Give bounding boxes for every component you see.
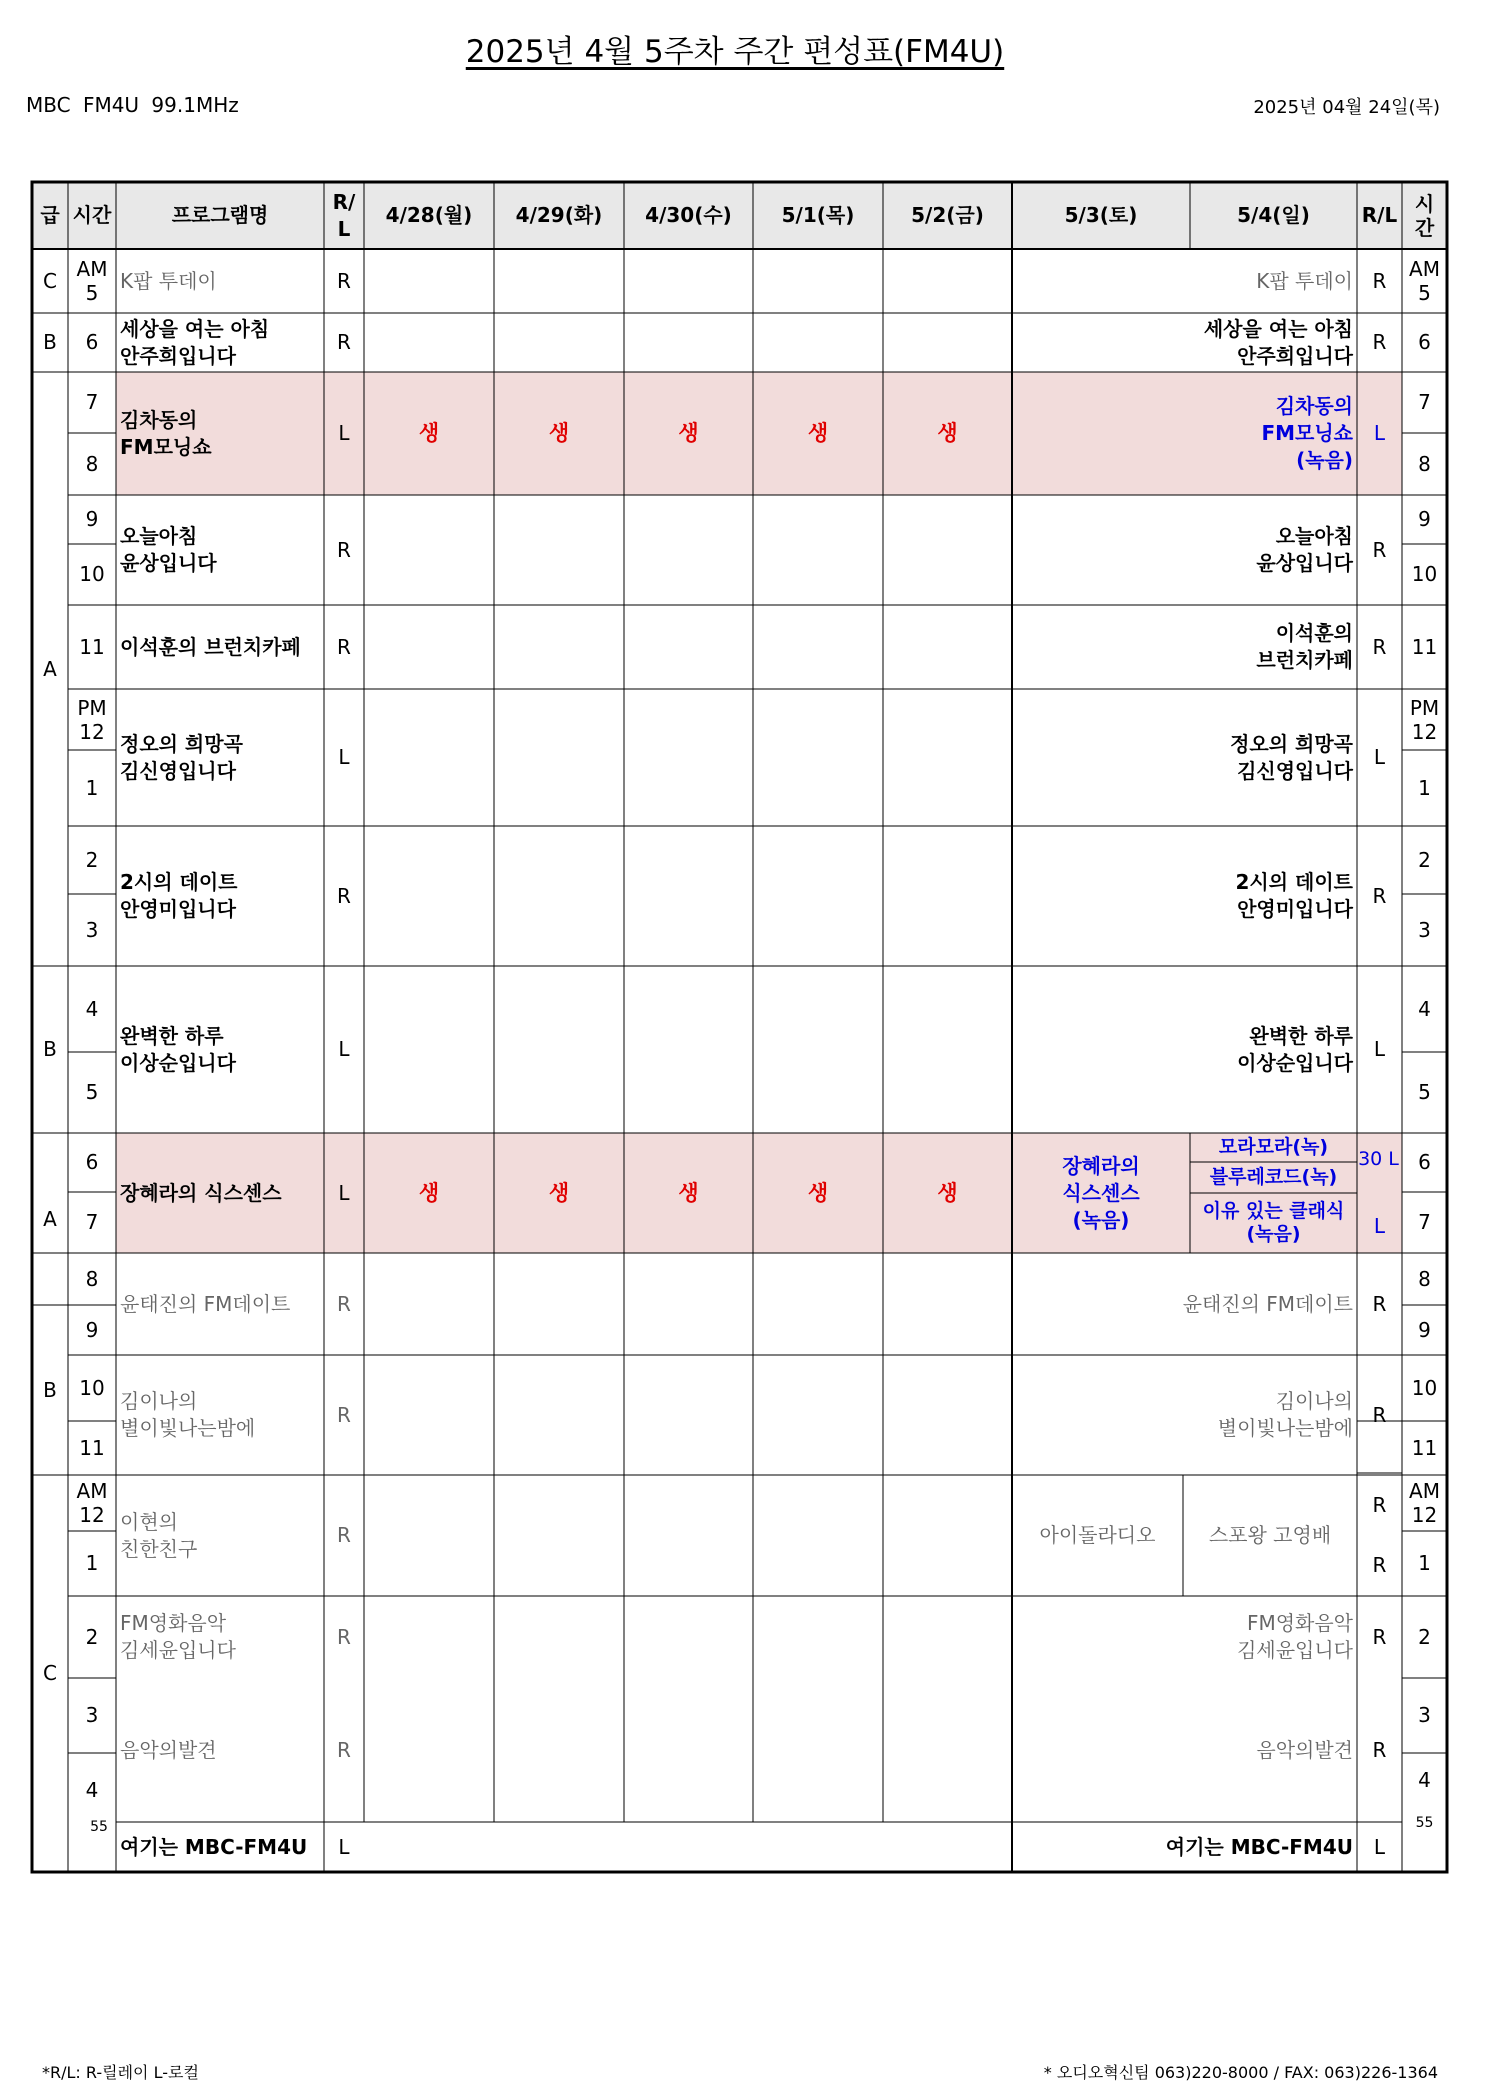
program-bluerecord: 블루레코드(녹) <box>1209 1165 1338 1188</box>
time-cell: 5 <box>85 1080 99 1104</box>
time-cell: 2 <box>85 847 99 872</box>
time-cell-minute: 55 <box>90 1818 108 1835</box>
program-rl-weekend: R <box>1372 883 1387 908</box>
program-rl: L <box>338 745 350 769</box>
time-cell: 1 <box>85 1551 99 1575</box>
time-cell: 7 <box>85 390 99 414</box>
grade-cell: B <box>43 1377 57 1402</box>
program-name-weekend: 이석훈의 브런치카페 <box>1256 621 1353 672</box>
program-name: 이현의 친한친구 <box>120 1509 198 1561</box>
program-moramora: 모라모라(녹) <box>1218 1135 1329 1158</box>
program-sports: 스포왕 고영배 <box>1208 1523 1332 1547</box>
contact-note: * 오디오혁신팀 063)220-8000 / FAX: 063)226-1364 <box>1043 2063 1438 2082</box>
program-rl-weekend: R <box>1372 1553 1387 1577</box>
program-name-weekend: FM영화음악 김세윤입니다 <box>1237 1611 1353 1662</box>
program-rl-weekend: R <box>1372 1402 1387 1427</box>
live-marker: 생 <box>418 421 440 446</box>
program-rl-weekend: L <box>1373 1213 1386 1238</box>
program-rl-weekend: R <box>1372 330 1387 354</box>
program-rl: L <box>338 1037 350 1061</box>
program-name-weekend: 오늘아침 윤상입니다 <box>1256 524 1353 575</box>
program-idol-radio: 아이돌라디오 <box>1039 1523 1156 1547</box>
program-rl: L <box>338 421 350 445</box>
time-cell-right: 6 <box>1418 1150 1431 1174</box>
header-grade: 급 <box>40 203 60 227</box>
legend-note: *R/L: R-릴레이 L-로컬 <box>42 2063 199 2082</box>
program-rl-weekend: R <box>1372 1737 1387 1762</box>
program-rl: R <box>337 1291 351 1316</box>
header-rl-right: R/L <box>1361 203 1398 227</box>
program-rl-weekend: R <box>1372 537 1387 562</box>
program-name: 이석훈의 브런치카페 <box>120 634 301 659</box>
live-marker: 생 <box>678 421 699 446</box>
program-rl: R <box>337 883 351 908</box>
program-name: 2시의 데이트 안영미입니다 <box>120 870 238 921</box>
grade-cell: B <box>43 1037 57 1061</box>
time-cell-right: 9 <box>1418 1317 1431 1342</box>
program-rl: R <box>337 537 351 562</box>
time-cell: 11 <box>79 634 105 659</box>
program-rl-weekend: L <box>1373 1037 1386 1061</box>
live-marker: 생 <box>807 1180 829 1205</box>
program-name: 음악의발견 <box>120 1737 217 1762</box>
program-rl-weekend: R <box>1372 268 1387 293</box>
time-cell-right: 10 <box>1411 1375 1438 1400</box>
program-name-weekend: 음악의발견 <box>1256 1737 1353 1762</box>
time-cell-right: 1 <box>1418 1551 1431 1575</box>
live-marker: 생 <box>937 421 958 446</box>
program-name-weekend: 김차동의 FM모닝쇼 (녹음) <box>1261 394 1353 472</box>
page-title: 2025년 4월 5주차 주간 편성표(FM4U) <box>465 34 1005 70</box>
program-rl: R <box>337 1523 351 1547</box>
program-rl: L <box>338 1834 350 1859</box>
program-name-weekend: 윤태진의 FM데이트 <box>1182 1291 1353 1316</box>
time-cell: PM 12 <box>77 695 107 744</box>
header-program: 프로그램명 <box>171 203 269 227</box>
time-cell: AM 5 <box>76 257 108 305</box>
program-name: 오늘아침 윤상입니다 <box>120 524 217 575</box>
grade-cell: A <box>43 1206 57 1231</box>
time-cell: 10 <box>79 1375 105 1400</box>
program-rl-weekend: R <box>1372 1624 1387 1649</box>
live-marker: 생 <box>937 1180 958 1205</box>
program-name-weekend: 김이나의 별이빛나는밤에 <box>1217 1389 1353 1440</box>
grade-cell: C <box>43 1661 57 1685</box>
time-cell-right: 3 <box>1418 917 1431 942</box>
header-day: 4/28(월) <box>385 203 473 227</box>
program-name: 세상을 여는 아침 안주희입니다 <box>120 316 270 368</box>
time-cell: 7 <box>85 1210 99 1234</box>
program-name-weekend: 장혜라의 식스센스 (녹음) <box>1062 1153 1140 1232</box>
live-marker: 생 <box>678 1180 699 1205</box>
time-cell: 8 <box>85 1266 99 1291</box>
grade-cell: C <box>43 268 57 293</box>
time-cell-right: 10 <box>1411 562 1438 586</box>
time-cell-right: 6 <box>1418 330 1431 354</box>
program-name: 장혜라의 식스센스 <box>120 1180 282 1205</box>
program-rl-weekend: R <box>1372 1291 1387 1316</box>
time-cell: 4 <box>85 1778 99 1802</box>
time-cell-minute-right: 55 <box>1415 1814 1434 1831</box>
time-cell: 4 <box>85 996 99 1021</box>
program-classic: 이유 있는 클래식 (녹음) <box>1202 1200 1345 1245</box>
program-rl-weekend: 30 L <box>1358 1148 1399 1171</box>
program-rl-weekend: L <box>1373 745 1386 769</box>
time-cell-right: 3 <box>1418 1703 1431 1727</box>
program-rl-weekend: L <box>1373 1834 1386 1859</box>
time-cell-right: AM 5 <box>1409 257 1440 305</box>
program-name-weekend: 정오의 희망곡 김신영입니다 <box>1230 731 1353 783</box>
time-cell-right: 7 <box>1418 1210 1431 1234</box>
program-rl: L <box>338 1180 350 1205</box>
program-name: 김차동의 FM모닝쇼 <box>120 407 212 459</box>
program-rl: R <box>337 1402 351 1427</box>
grade-cell: A <box>43 656 57 681</box>
header-day: 5/3(토) <box>1064 203 1138 227</box>
program-rl: R <box>337 1624 351 1649</box>
live-marker: 생 <box>807 421 829 446</box>
time-cell-right: AM 12 <box>1409 1479 1440 1527</box>
header-day: 4/29(화) <box>515 203 603 227</box>
time-cell: 6 <box>85 1150 99 1174</box>
header-time-right: 시 간 <box>1414 191 1435 240</box>
time-cell: 11 <box>79 1435 105 1460</box>
live-marker: 생 <box>548 1180 570 1205</box>
time-cell: 3 <box>85 917 99 942</box>
live-marker: 생 <box>548 421 570 446</box>
time-cell: AM 12 <box>76 1479 108 1527</box>
program-name: FM영화음악 김세윤입니다 <box>120 1611 236 1662</box>
time-cell-right: 8 <box>1418 1266 1431 1291</box>
program-name-weekend: K팝 투데이 <box>1256 268 1353 293</box>
time-cell: 9 <box>85 1317 99 1342</box>
header-day: 4/30(수) <box>645 203 732 227</box>
program-rl: R <box>337 1737 351 1762</box>
time-cell: 6 <box>85 330 99 354</box>
time-cell-right: 4 <box>1418 996 1431 1021</box>
time-cell-right: 8 <box>1418 451 1431 476</box>
program-rl-weekend: R <box>1372 634 1387 659</box>
time-cell-right: PM 12 <box>1409 695 1440 744</box>
issue-date: 2025년 04월 24일(목) <box>1253 97 1440 118</box>
program-name-weekend: 완벽한 하루 이상순입니다 <box>1237 1023 1353 1075</box>
time-cell: 9 <box>85 507 99 531</box>
program-name: 윤태진의 FM데이트 <box>120 1291 291 1316</box>
live-marker: 생 <box>418 1180 440 1205</box>
program-rl: R <box>337 634 351 659</box>
header-rl: R/ L <box>332 189 356 241</box>
time-cell: 3 <box>85 1703 99 1727</box>
header-time: 시간 <box>72 203 112 227</box>
station-info: MBC FM4U 99.1MHz <box>26 93 239 117</box>
program-name-weekend: 여기는 MBC-FM4U <box>1165 1834 1353 1859</box>
time-cell-right: 2 <box>1418 847 1431 872</box>
program-name-weekend: 2시의 데이트 안영미입니다 <box>1235 870 1353 921</box>
program-name: K팝 투데이 <box>120 268 217 293</box>
program-name-weekend: 세상을 여는 아침 안주희입니다 <box>1203 316 1353 368</box>
time-cell-right: 11 <box>1411 1435 1438 1460</box>
time-cell: 2 <box>85 1624 99 1649</box>
program-name: 정오의 희망곡 김신영입니다 <box>120 731 243 783</box>
time-cell: 8 <box>85 451 99 476</box>
time-cell: 1 <box>85 775 99 800</box>
program-rl: R <box>337 330 351 354</box>
time-cell-right: 5 <box>1418 1080 1431 1104</box>
time-cell-right: 11 <box>1411 634 1438 659</box>
time-cell-right: 1 <box>1418 775 1431 800</box>
header-day: 5/1(목) <box>781 203 855 227</box>
program-rl-weekend: L <box>1373 421 1386 445</box>
program-name: 여기는 MBC-FM4U <box>120 1834 308 1859</box>
program-rl: R <box>337 268 351 293</box>
header-day: 5/4(일) <box>1237 203 1310 227</box>
program-name: 완벽한 하루 이상순입니다 <box>120 1023 236 1075</box>
grade-cell: B <box>43 330 57 354</box>
time-cell-right: 4 <box>1418 1768 1431 1792</box>
time-cell-right: 2 <box>1418 1624 1431 1649</box>
time-cell-right: 9 <box>1418 507 1431 531</box>
program-rl-weekend: R <box>1372 1492 1387 1517</box>
header-day: 5/2(금) <box>911 203 984 227</box>
program-name: 김이나의 별이빛나는밤에 <box>120 1389 256 1440</box>
time-cell: 10 <box>79 562 105 586</box>
time-cell-right: 7 <box>1418 390 1431 414</box>
